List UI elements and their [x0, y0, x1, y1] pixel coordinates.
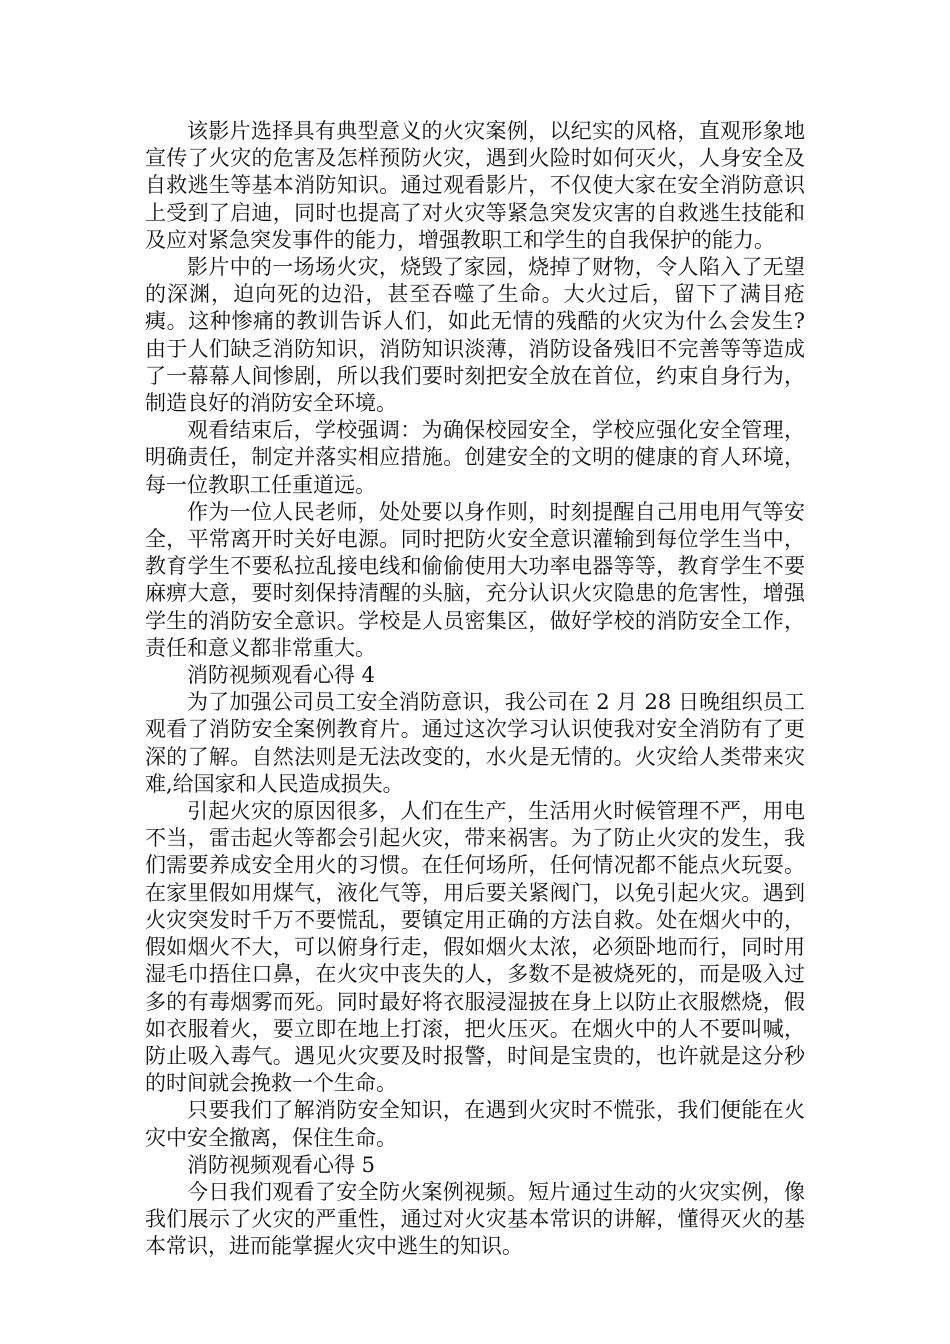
paragraph: 观看结束后，学校强调：为确保校园安全，学校应强化安全管理，明确责任，制定并落实相应措施。创建安全的文明的健康的育人环境，每一位教职工任重道远。: [145, 418, 805, 497]
section-heading: 消防视频观看心得 4: [187, 663, 376, 688]
document-body: [145, 118, 805, 1261]
paragraph: 今日我们观看了安全防火案例视频。短片通过生动的火灾实例，像我们展示了火灾的严重性，通过对火灾基本常识的讲解，懂得灭火的基本常识，进而能掌握火灾中逃生的知识。: [145, 1179, 805, 1259]
paragraph: 该影片选择具有典型意义的火灾案例，以纪实的风格，直观形象地宣传了火灾的危害及怎样预防火灾，遇到火险时如何灭火，人身安全及自救逃生等基本消防知识。通过观看影片，不仅使大家在安全消防意识上受到了启迪，同时也提高了对火灾等紧急突发灾害的自救逃生技能和及应对紧急突发事件的能力，增强教职工和学生的自我保护的能力。: [145, 119, 805, 252]
paragraph: 为了加强公司员工安全消防意识，我公司在 2 月 28 日晚组织员工观看了消防安全案例教育片。通过这次学习认识使我对安全消防有了更深的了解。自然法则是无法改变的，水火是无情的。火灾给人类带来灾难,给国家和人民造成损失。: [145, 690, 805, 796]
paragraph: 只要我们了解消防安全知识，在遇到火灾时不慌张，我们便能在火灾中安全撤离，保住生命。: [145, 1098, 805, 1150]
paragraph: 影片中的一场场火灾，烧毁了家园，烧掉了财物，令人陷入了无望的深渊，迫向死的边沿，甚至吞噬了生命。大火过后，留下了满目疮痍。这种惨痛的教训告诉人们，如此无情的残酷的火灾为什么会发生?由于人们缺乏消防知识，消防知识淡薄，消防设备残旧不完善等等造成了一幕幕人间惨剧，所以我们要时刻把安全放在首位，约束自身行为，制造良好的消防安全环境。: [145, 255, 805, 416]
paragraph: 作为一位人民老师，处处要以身作则，时刻提醒自己用电用气等安全，平常离开时关好电源。同时把防火安全意识灌输到每位学生当中，教育学生不要私拉乱接电线和偷偷使用大功率电器等等，教育学生不要麻痹大意，要时刻保持清醒的头脑，充分认识火灾隐患的危害性，增强学生的消防安全意识。学校是人员密集区，做好学校的消防安全工作，责任和意义都非常重大。: [145, 499, 805, 660]
section-heading: 消防视频观看心得 5: [187, 1152, 376, 1177]
paragraph: 引起火灾的原因很多，人们在生产，生活用火时候管理不严，用电不当，雷击起火等都会引起火灾，带来祸害。为了防止火灾的发生，我们需要养成安全用火的习惯。在任何场所，任何情况都不能点火玩耍。在家里假如用煤气，液化气等，用后要关紧阀门，以免引起火灾。遇到火灾突发时千万不要慌乱，要镇定用正确的方法自救。处在烟火中的，假如烟火不大，可以俯身行走，假如烟火太浓，必须卧地而行，同时用湿毛巾捂住口鼻，在火灾中丧失的人，多数不是被烧死的，而是吸入过多的有毒烟雾而死。同时最好将衣服浸湿披在身上以防止衣服燃烧，假如衣服着火，要立即在地上打滚，把火压灭。在烟火中的人不要叫喊，防止吸入毒气。遇见火灾要及时报警，时间是宝贵的，也许就是这分秒的时间就会挽救一个生命。: [145, 799, 805, 1096]
